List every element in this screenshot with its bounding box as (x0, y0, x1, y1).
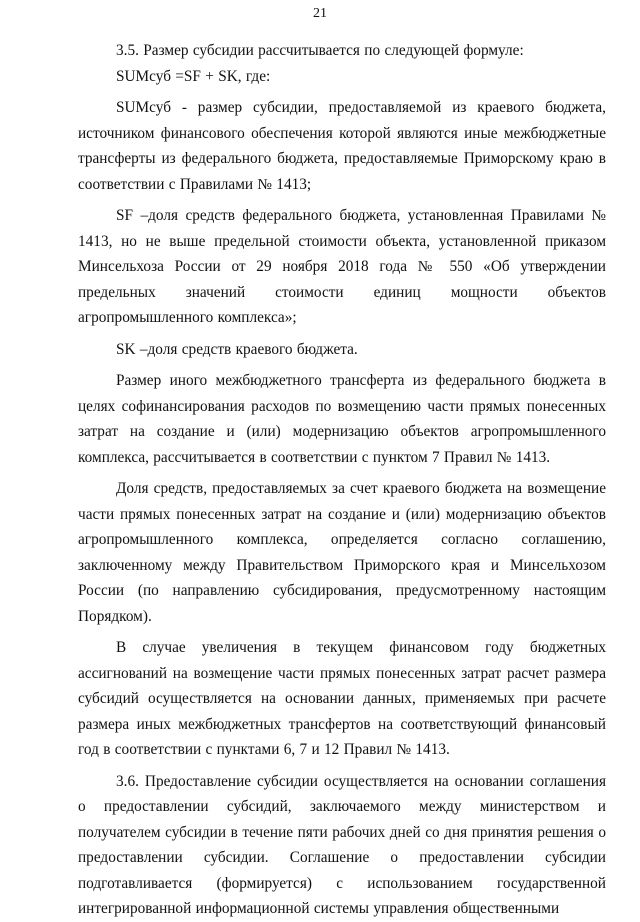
document-body (78, 38, 606, 922)
paragraph-sf-definition: SF –доля средств федерального бюджета, установленная Правилами № 1413, но не выше предельной стоимости объекта, установленной приказом Минсельхоза России от 29 ноября 2018 года № 550 «Об утверждении предельных значений стоимости единиц мощности объектов агропромышленного комплекса»; (78, 207, 606, 326)
paragraph-agreement: 3.6. Предоставление субсидии осуществляется на основании соглашения о предоставлении субсидий, заключаемого между министерством и получателем субсидии в течение пяти рабочих дней со дня принятия решения о предоставлении субсидии. Соглашение о предоставлении субсидии подготавливается (формируется) с использованием государственной интегрированной информационной системы управления общественными (78, 772, 606, 917)
paragraph-sk-definition: SK –доля средств краевого бюджета. (116, 340, 358, 358)
page-number: 21 (313, 6, 327, 21)
paragraph-formula: SUMсуб =SF + SK, где: (116, 67, 271, 85)
paragraph-sumsub-definition: SUMсуб - размер субсидии, предоставляемой из краевого бюджета, источником финансового обеспечения которой являются иные межбюджетные трансферты из федерального бюджета, предоставляемые Приморскому краю в соответствии с Правилами № 1413; (78, 99, 606, 193)
paragraph-budget-increase: В случае увеличения в текущем финансовом году бюджетных ассигнований на возмещение части прямых понесенных затрат расчет размера субсидий осуществляется на основании данных, применяемых при расчете размера иных межбюджетных трансфертов на соответствующий финансовый год в соответствии с пунктами 6, 7 и 12 Правил № 1413. (78, 639, 606, 758)
paragraph-formula-intro: 3.5. Размер субсидии рассчитывается по следующей формуле: (116, 42, 524, 59)
paragraph-transfer-size: Размер иного межбюджетного трансферта из федерального бюджета в целях софинансирования расходов по возмещению части прямых понесенных затрат на создание и (или) модернизацию объектов агропромышленного комплекса, рассчитывается в соответствии с пунктом 7 Правил № 1413. (78, 372, 606, 466)
paragraph-regional-share: Доля средств, предоставляемых за счет краевого бюджета на возмещение части прямых понесенных затрат на создание и (или) модернизацию объектов агропромышленного комплекса, определяется согласно соглашению, заключенному между Правительством Приморского края и Минсельхозом России (по направлению субсидирования, предусмотренному настоящим Порядком). (78, 480, 606, 625)
